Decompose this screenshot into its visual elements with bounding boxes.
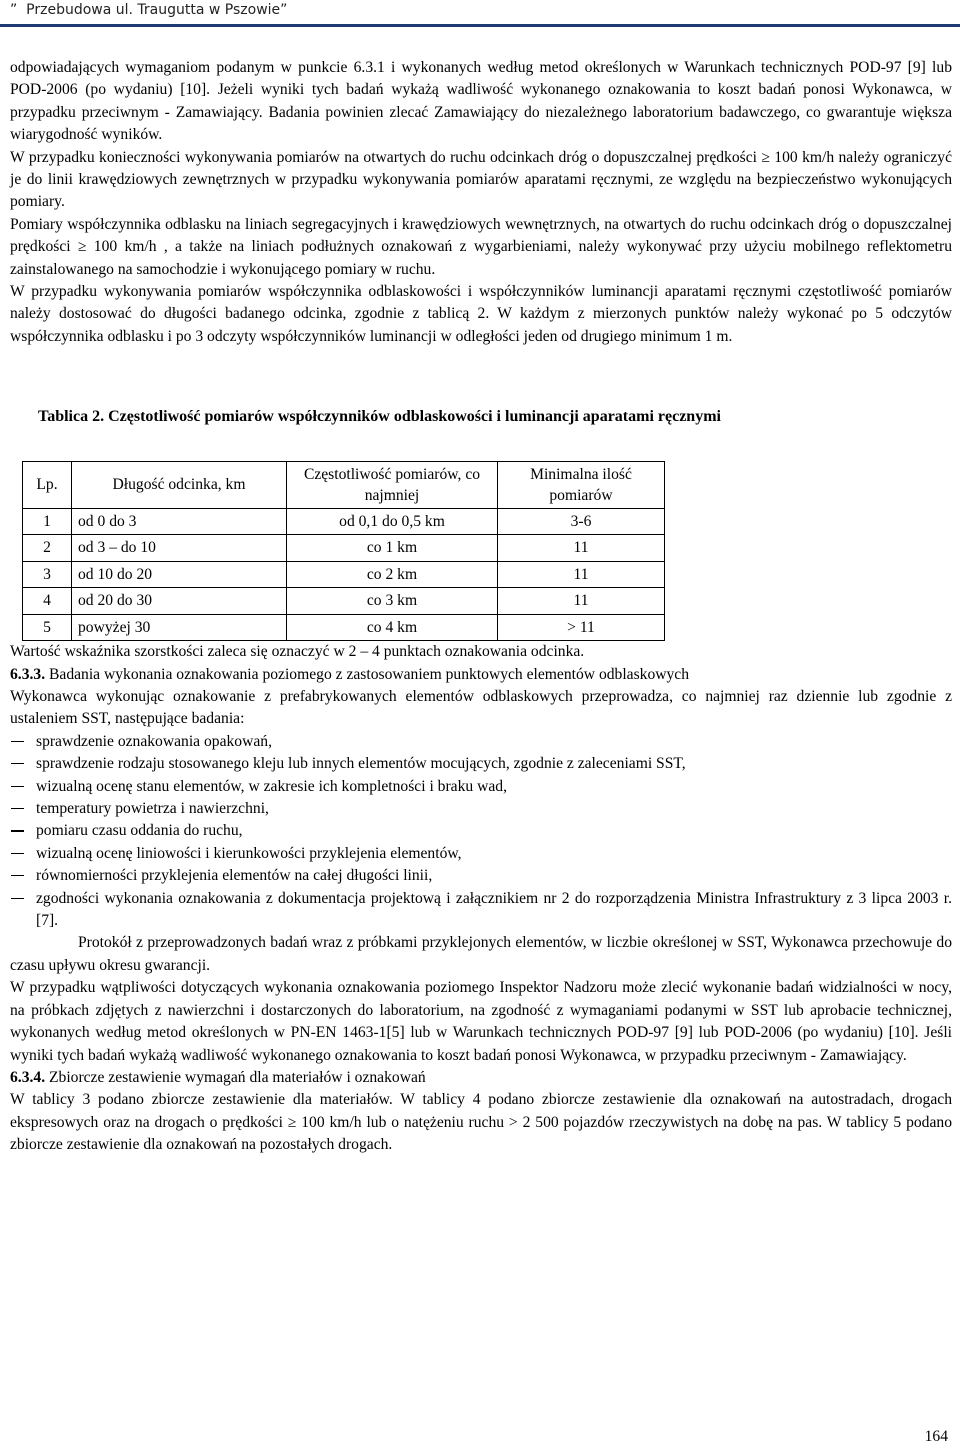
dash-icon (11, 875, 24, 876)
table-cell: 11 (498, 588, 665, 615)
section-title: Zbiorcze zestawienie wymagań dla materiałów i oznakowań (45, 1068, 426, 1086)
header-cell-length: Długość odcinka, km (72, 461, 287, 508)
paragraph: Wykonawca wykonując oznakowanie z prefabrykowanych elementów odblaskowych przeprowadza, co najmniej raz dziennie lub zgodnie z ustaleniem SST, następujące badania: (10, 688, 952, 728)
table-cell: 11 (498, 561, 665, 588)
list-item-text: zgodności wykonania oznakowania z dokumentacja projektową i załącznikiem nr 2 do rozporządzenia Ministra Infrastruktury z 3 lipca 2003 r. [7]. (36, 889, 952, 930)
table-row (23, 561, 665, 588)
table-header-row (23, 461, 665, 508)
table-cell: co 3 km (287, 588, 498, 615)
table-cell: 2 (23, 535, 72, 562)
table-cell: 11 (498, 535, 665, 562)
table-row (23, 588, 665, 615)
section-heading-634 (10, 1067, 952, 1089)
list-item-text: temperatury powietrza i nawierzchni, (36, 800, 269, 818)
table-cell: powyżej 30 (72, 614, 287, 641)
paragraph: Pomiary współczynnika odblasku na liniach segregacyjnych i krawędziowych wewnętrznych, na otwartych do ruchu odcinkach dróg o dopuszczalnej prędkości ≥ 100 km/h , a także na liniach podłużnych oznakowań z wygarbieniami, należy wykonywać przy użyciu mobilnego reflektometru zainstalowanego na samochodzie i wykonującego pomiary w ruchu. (10, 215, 952, 278)
list-item (10, 888, 952, 933)
section-number: 6.3.4. (10, 1068, 46, 1086)
dash-icon (11, 830, 24, 831)
paragraph: W przypadku wątpliwości dotyczących wykonania oznakowania poziomego Inspektor Nadzoru może zlecić wykonanie badań widzialności w nocy, na próbkach zdjętych z nawierzchni i dostarczonych do laboratorium, na zgodność z wymaganiami podanymi w SST lub aprobacie technicznej, wykonanych według metod określonych w PN-EN 1463-1[5] lub w Warunkach technicznych POD-97 [9] lub POD-2006 (po wydaniu) [10]. Jeśli wyniki tych badań wykażą wadliwość wykonanego oznakowania to koszt badań ponosi Wykonawca, w przypadku przeciwnym - Zamawiający. (10, 979, 952, 1064)
list-item-text: wizualną ocenę liniowości i kierunkowości przyklejenia elementów, (36, 844, 462, 862)
page-number: 164 (924, 1428, 948, 1445)
paragraph: W przypadku wykonywania pomiarów współczynnika odblaskowości i współczynników luminancji aparatami ręcznymi częstotliwość pomiarów należy dostosować do długości badanego odcinka, zgodnie z tablicą 2. W każdym z mierzonych punktów należy wykonać po 5 odczytów współczynnika odblasku i po 3 odczyty współczynników luminancji w odległości jeden od drugiego minimum 1 m. (10, 283, 952, 345)
section-heading-633 (10, 664, 952, 686)
list-item-text: wizualną ocenę stanu elementów, w zakresie ich kompletności i braku wad, (36, 777, 507, 795)
table-cell: co 1 km (287, 535, 498, 562)
header-cell-min-count: Minimalna ilość pomiarów (498, 461, 665, 508)
header-cell-lp: Lp. (23, 461, 72, 508)
table-cell: 3-6 (498, 508, 665, 535)
test-list (10, 731, 952, 933)
dash-icon (11, 763, 24, 764)
table-cell: 1 (23, 508, 72, 535)
table-cell: od 0 do 3 (72, 508, 287, 535)
list-item (10, 776, 952, 798)
dash-icon (11, 808, 24, 809)
list-item-text: sprawdzenie rodzaju stosowanego kleju lub innych elementów mocujących, zgodnie z zaleceniami SST, (36, 755, 686, 773)
list-item-text: pomiaru czasu oddania do ruchu, (36, 822, 243, 840)
paragraph: W tablicy 3 podano zbiorcze zestawienie dla materiałów. W tablicy 4 podano zbiorcze zestawienie dla oznakowań na autostradach, drogach ekspresowych oraz na drogach o prędkości ≥ 100 km/h lub o natężeniu ruchu > 2 500 pojazdów rzeczywistych na dobę na pas. W tablicy 5 podano zbiorcze zestawienie dla oznakowań na pozostałych drogach. (10, 1091, 952, 1154)
list-item (10, 865, 952, 887)
table-cell: od 0,1 do 0,5 km (287, 508, 498, 535)
page-header (0, 0, 960, 44)
table-caption: Tablica 2. Częstotliwość pomiarów współczynników odblaskowości i luminancji aparatami ręcznymi (38, 408, 721, 426)
table-cell: 4 (23, 588, 72, 615)
frequency-table (22, 461, 665, 642)
paragraph: W przypadku konieczności wykonywania pomiarów na otwartych do ruchu odcinkach dróg o dopuszczalnej prędkości ≥ 100 km/h należy ograniczyć je do linii krawędziowych zewnętrznych w przypadku wykonywania pomiarów aparatami ręcznymi, ze względu na bezpieczeństwo wykonujących pomiary. (10, 148, 952, 211)
table-cell: od 10 do 20 (72, 561, 287, 588)
paragraph: odpowiadających wymaganiom podanym w punkcie 6.3.1 i wykonanych według metod określonych w Warunkach technicznych POD-97 [9] lub POD-2006 (po wydaniu) [10]. Jeżeli wyniki tych badań wykażą wadliwość wykonanego oznakowania to koszt badań ponosi Wykonawca, w przypadku przeciwnym - Zamawiający. Badania powinien zlecać Zamawiający do niezależnego laboratorium badawczego, co gwarantuje większa wiarygodność wyników. (10, 59, 952, 144)
list-item (10, 820, 952, 842)
table-cell: od 20 do 30 (72, 588, 287, 615)
table-cell: 5 (23, 614, 72, 641)
list-item (10, 843, 952, 865)
table-row (23, 535, 665, 562)
table-cell: co 2 km (287, 561, 498, 588)
table-row (23, 614, 665, 641)
roughness-note: Wartość wskaźnika szorstkości zaleca się oznaczyć w 2 – 4 punktach oznakowania odcinka. (10, 643, 585, 661)
list-item (10, 798, 952, 820)
dash-icon (11, 853, 24, 854)
header-cell-frequency: Częstotliwość pomiarów, co najmniej (287, 461, 498, 508)
section-title: Badania wykonania oznakowania poziomego z zastosowaniem punktowych elementów odblaskowych (45, 665, 690, 683)
table-cell: co 4 km (287, 614, 498, 641)
document-body (10, 57, 952, 1157)
header-title: ” Przebudowa ul. Traugutta w Pszowie” (10, 2, 288, 18)
table-cell: > 11 (498, 614, 665, 641)
dash-icon (11, 786, 24, 787)
list-item (10, 753, 952, 775)
dash-icon (11, 741, 24, 742)
list-item (10, 731, 952, 753)
section-number: 6.3.3. (10, 665, 46, 683)
list-item-text: równomierności przyklejenia elementów na całej długości linii, (36, 867, 433, 885)
dash-icon (11, 898, 24, 899)
table-cell: 3 (23, 561, 72, 588)
header-rule (0, 24, 960, 27)
list-item-text: sprawdzenie oznakowania opakowań, (36, 732, 272, 750)
paragraph: Protokół z przeprowadzonych badań wraz z próbkami przyklejonych elementów, w liczbie określonej w SST, Wykonawca przechowuje do czasu upływu okresu gwarancji. (10, 934, 952, 974)
table-cell: od 3 – do 10 (72, 535, 287, 562)
table-row (23, 508, 665, 535)
